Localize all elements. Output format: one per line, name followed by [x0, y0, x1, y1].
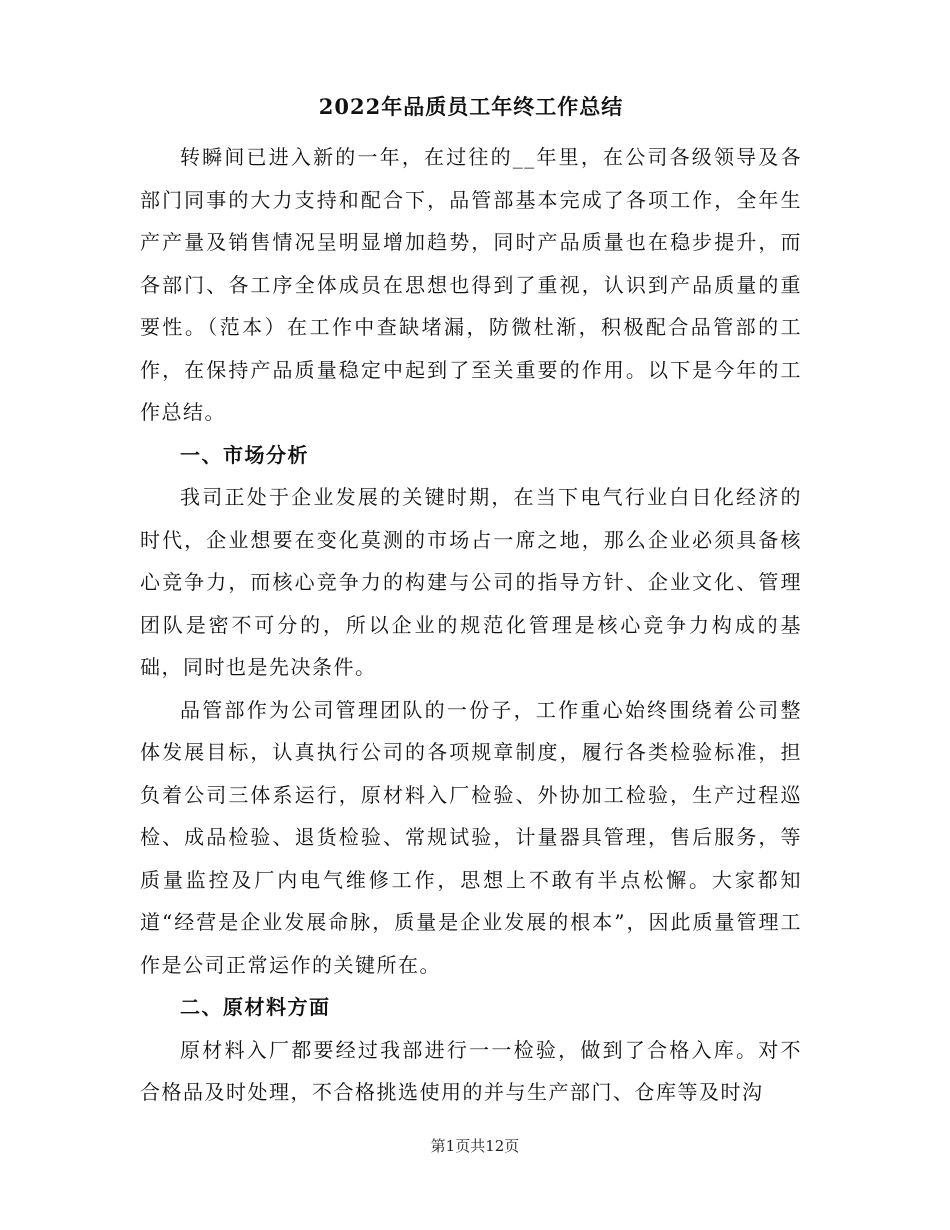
section-heading-market-analysis: 一、市场分析 [180, 442, 309, 467]
intro-paragraph: 转瞬间已进入新的一年，在过往的__年里，在公司各级领导及各部门同事的大力支持和配合下，品管部基本完成了各项工作，全年生产产量及销售情况呈明显增加趋势，同时产品质量也在稳步提升，而各部门、各工序全体成员在思想也得到了重视，认识到产品质量的重要性。（范本）在工作中查缺堵漏，防微杜渐，积极配合品管部的工作，在保持产品质量稳定中起到了至关重要的作用。以下是今年的工作总结。 [140, 145, 802, 424]
document-title: 2022年品质员工年终工作总结 [318, 94, 624, 119]
market-analysis-paragraph-1: 我司正处于企业发展的关键时期，在当下电气行业白日化经济的时代，企业想要在变化莫测的市场占一席之地，那么企业必须具备核心竞争力，而核心竞争力的构建与公司的指导方针、企业文化、管理团队是密不可分的，所以企业的规范化管理是核心竞争力构成的基础，同时也是先决条件。 [140, 485, 802, 679]
raw-materials-paragraph-1: 原材料入厂都要经过我部进行一一检验，做到了合格入库。对不合格品及时处理，不合格挑选使用的并与生产部门、仓库等及时沟 [140, 1037, 802, 1104]
page-number-footer: 第1页共12页 [430, 1137, 520, 1155]
document-body [140, 92, 802, 1114]
market-analysis-paragraph-2: 品管部作为公司管理团队的一份子，工作重心始终围绕着公司整体发展目标，认真执行公司的各项规章制度，履行各类检验标准，担负着公司三体系运行，原材料入厂检验、外协加工检验，生产过程巡检、成品检验、退货检验、常规试验，计量器具管理，售后服务，等质量监控及厂内电气维修工作，思想上不敢有半点松懈。大家都知道“经营是企业发展命脉，质量是企业发展的根本”，因此质量管理工作是公司正常运作的关键所在。 [140, 697, 802, 977]
section-heading-raw-materials: 二、原材料方面 [180, 995, 331, 1019]
